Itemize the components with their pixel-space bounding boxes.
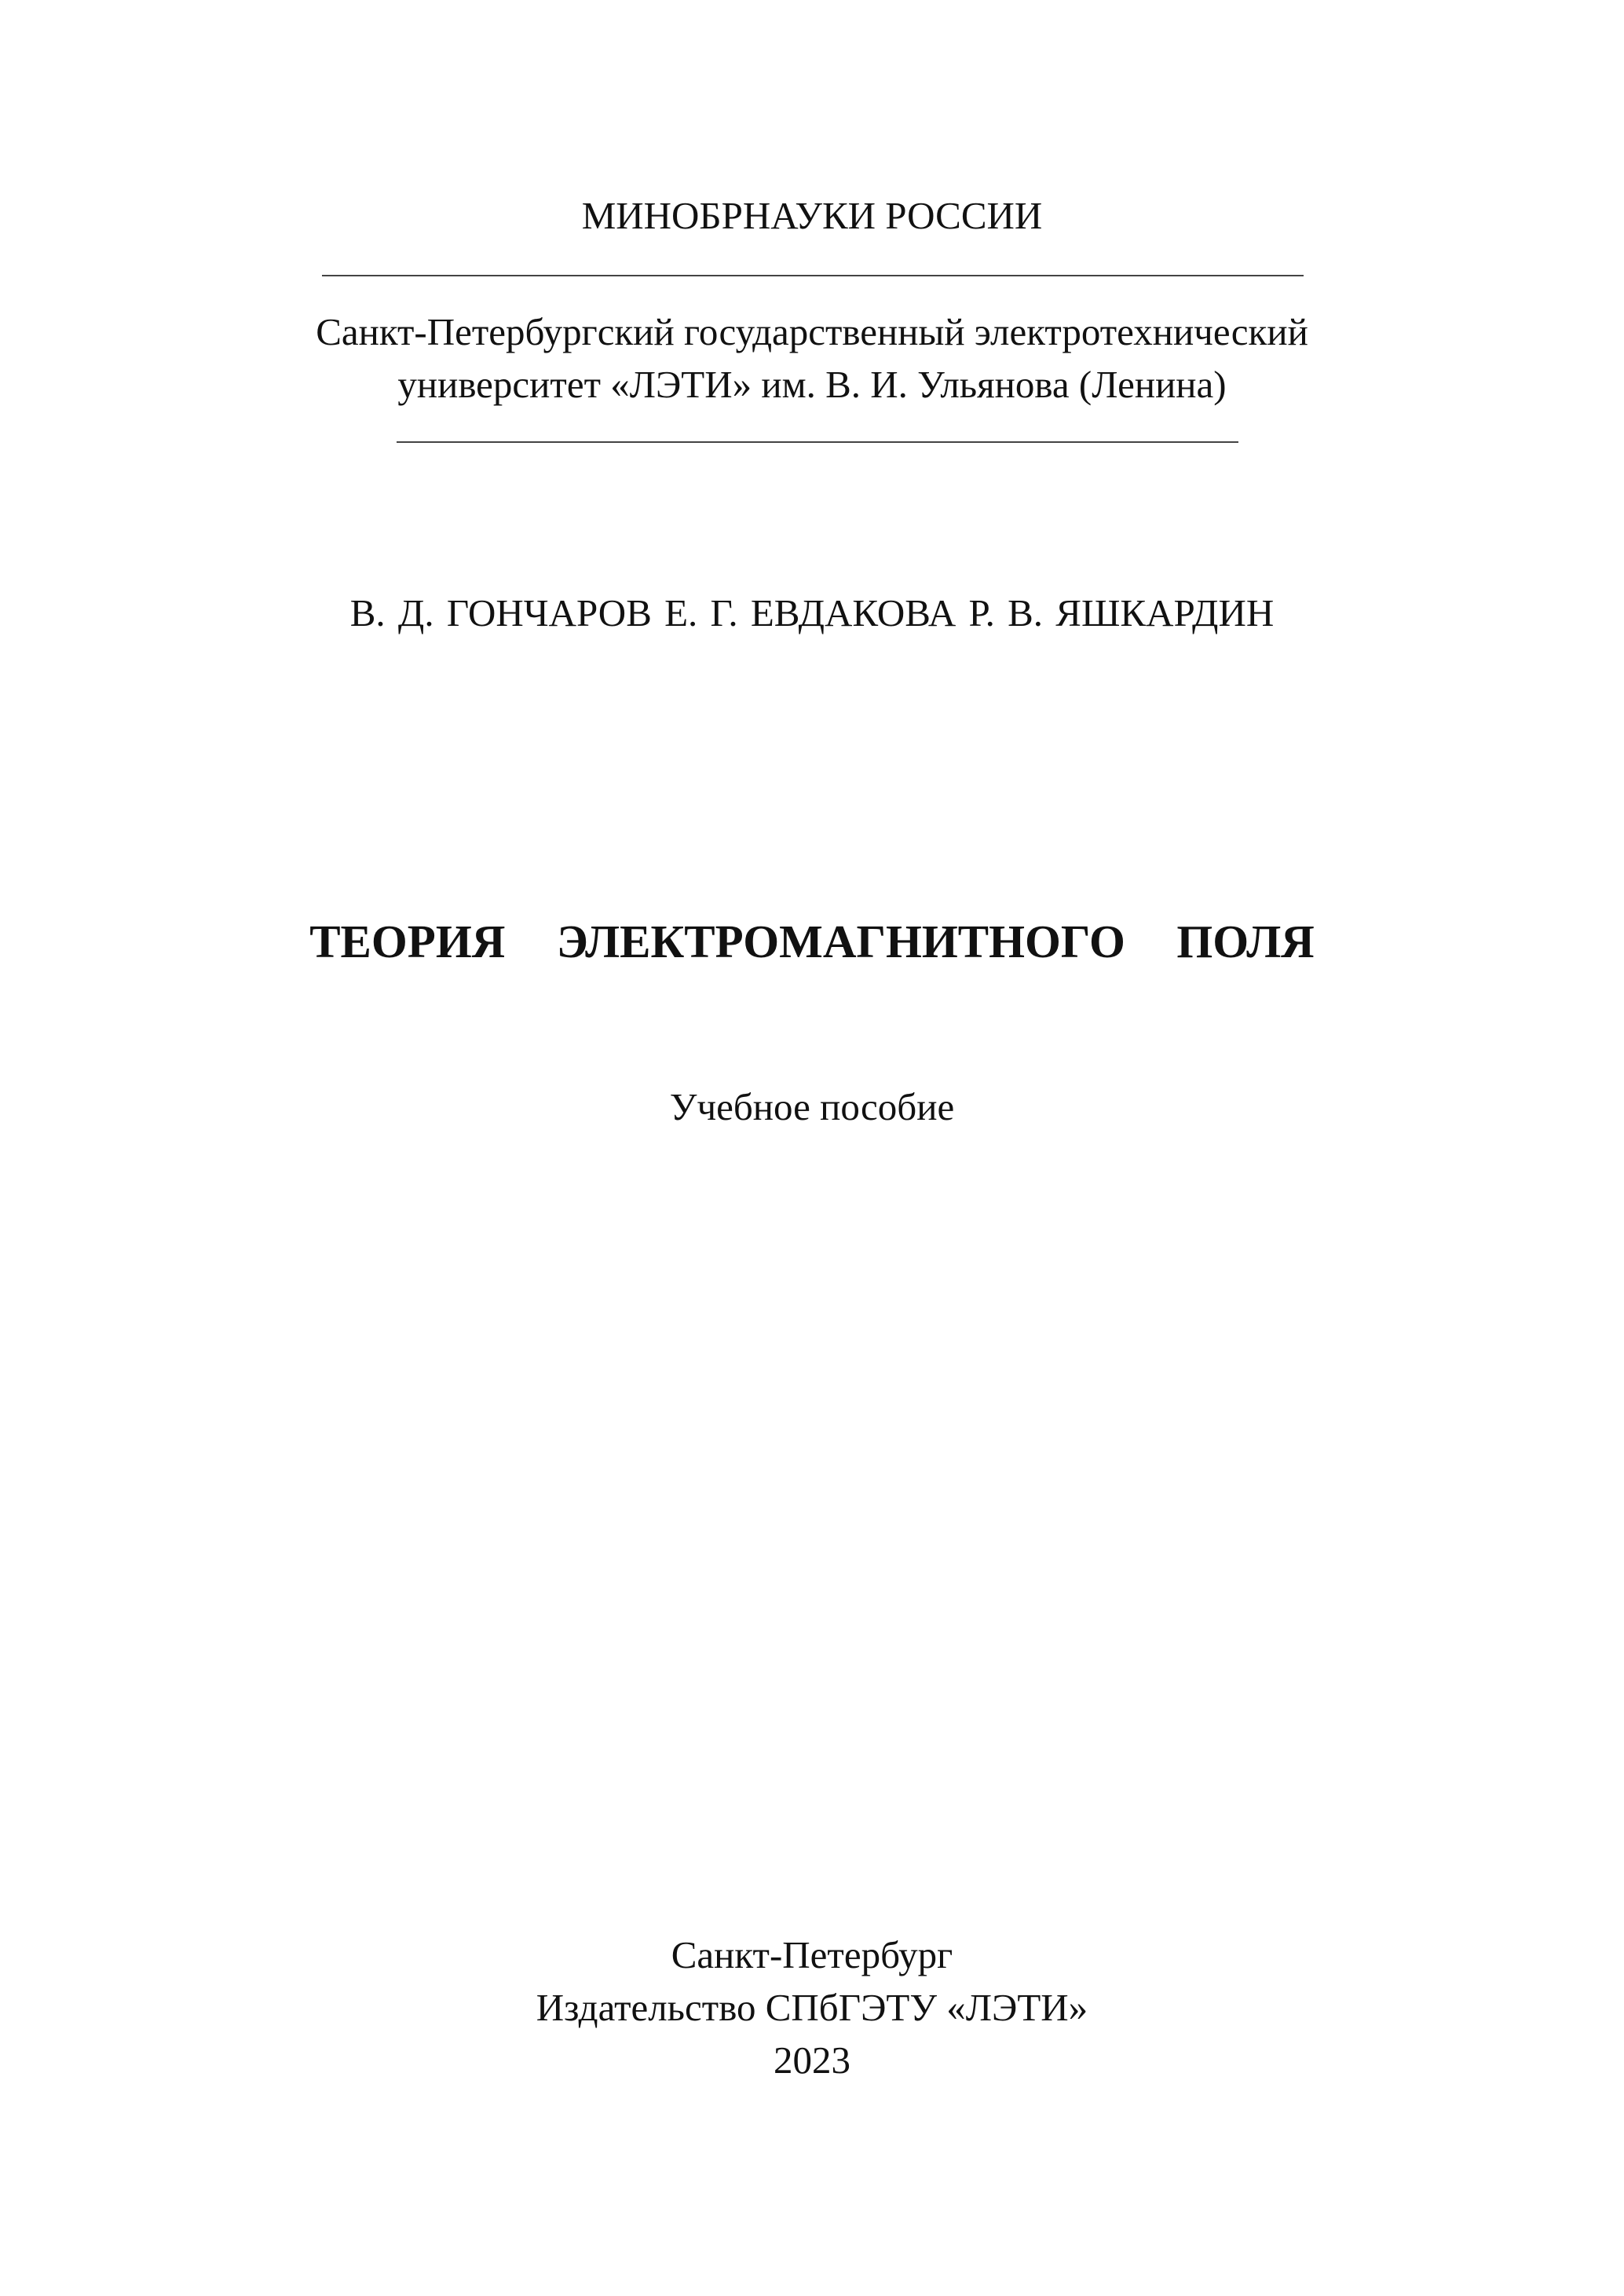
ministry-heading: МИНОБРНАУКИ РОССИИ [581, 194, 1043, 237]
divider-bottom [397, 441, 1238, 443]
book-subtitle: Учебное пособие [669, 1085, 955, 1128]
book-title: ТЕОРИЯ ЭЛЕКТРОМАГНИТНОГО ПОЛЯ [309, 916, 1315, 967]
divider-top [322, 275, 1304, 276]
imprint-publisher: Издательство СПбГЭТУ «ЛЭТИ» [536, 1986, 1088, 2029]
university-line-1: Санкт-Петербургский государственный электротехнический [316, 310, 1308, 353]
imprint-year: 2023 [774, 2038, 850, 2082]
university-line-2: университет «ЛЭТИ» им. В. И. Ульянова (Ленина) [397, 363, 1227, 406]
authors-line: В. Д. ГОНЧАРОВ Е. Г. ЕВДАКОВА Р. В. ЯШКАРДИН [349, 591, 1275, 634]
imprint-city: Санкт-Петербург [671, 1933, 953, 1976]
